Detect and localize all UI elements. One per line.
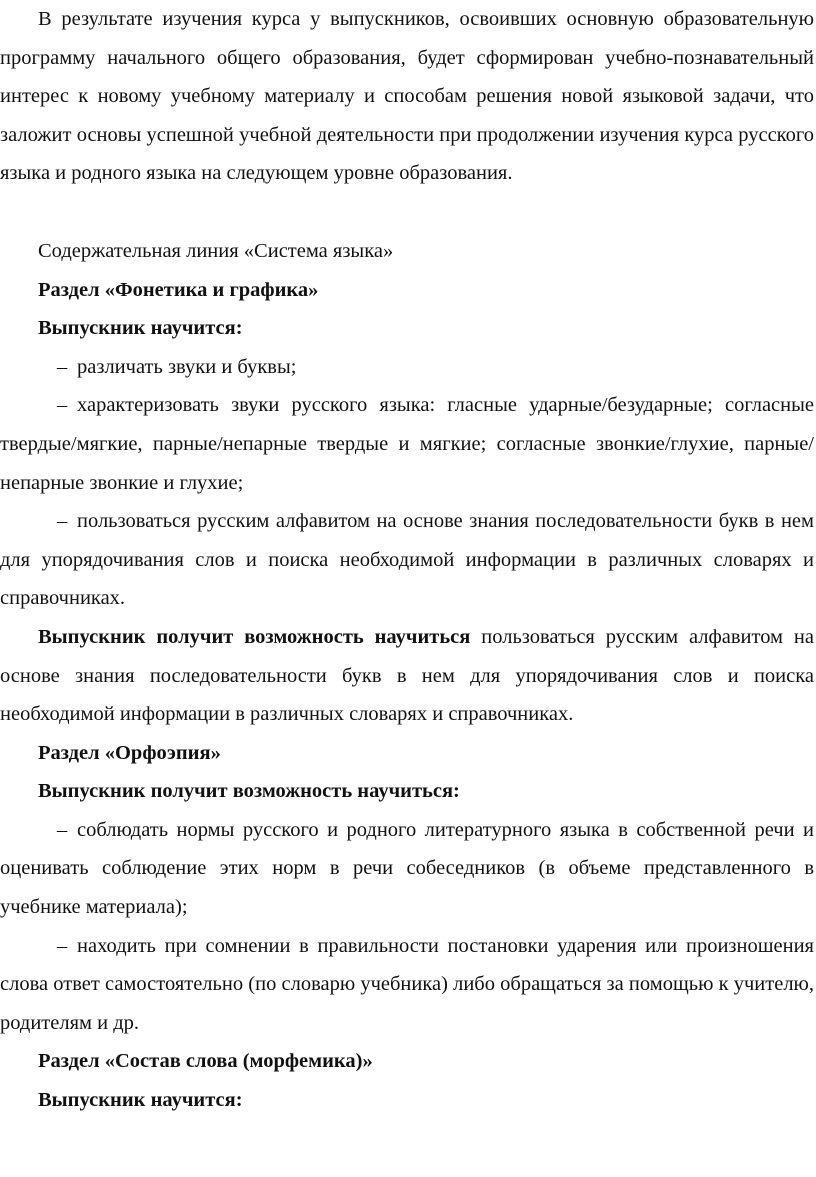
bullet-dash: – <box>57 510 68 533</box>
phonetics-list-item <box>0 386 814 502</box>
orthoepy-opportunity-label: Выпускник получит возможность научиться: <box>38 780 460 803</box>
bullet-dash: – <box>57 934 68 957</box>
phonetics-opportunity-label: Выпускник получит возможность научиться <box>38 625 471 648</box>
section-morphemics-title: Раздел «Состав слова (морфемика)» <box>38 1050 373 1073</box>
phonetics-item-2-text: характеризовать звуки русского языка: гласные ударные/безударные; согласные твердые/мягкие, парные/непарные твердые и мягкие; согласные звонкие/глухие, парные/непарные звонкие и глухие; <box>0 394 814 494</box>
phonetics-list-item <box>0 502 814 618</box>
orthoepy-list-item <box>0 927 814 1043</box>
phonetics-will-learn-label: Выпускник научится: <box>38 317 243 340</box>
phonetics-item-3-text: пользоваться русским алфавитом на основе знания последовательности букв в нем для упорядочивания слов и поиска необходимой информации в различных словарях и справочниках. <box>0 510 814 610</box>
phonetics-item-1-text: различать звуки и буквы; <box>77 355 297 378</box>
bullet-dash: – <box>57 355 68 378</box>
phonetics-opportunity-paragraph <box>0 618 814 734</box>
orthoepy-item-2-text: находить при сомнении в правильности постановки ударения или произношения слова ответ самостоятельно (по словарю учебника) либо обращаться за помощью к учителю, родителям и др. <box>0 934 814 1034</box>
phonetics-opportunity-text: пользоваться русским алфавитом на основе знания последовательности букв в нем для упорядочивания слов и поиска необходимой информации в различных словарях и справочниках. <box>0 625 814 726</box>
morphemics-will-learn-label: Выпускник научится: <box>38 1089 243 1112</box>
section-orthoepy-title: Раздел «Орфоэпия» <box>38 741 221 764</box>
orthoepy-list-item <box>0 811 814 927</box>
intro-paragraph: В результате изучения курса у выпускников, освоивших основную образовательную программу начального общего образования, будет сформирован учебно-познавательный интерес к новому учебному материалу и способам решения новой языковой задачи, что заложит основы успешной учебной деятельности при продолжении изучения курса русского языка и родного языка на следующем уровне образования. <box>0 8 814 185</box>
bullet-dash: – <box>57 394 68 417</box>
bullet-dash: – <box>57 818 68 841</box>
orthoepy-item-1-text: соблюдать нормы русского и родного литературного языка в собственной речи и оценивать соблюдение этих норм в речи собеседников (в объеме представленного в учебнике материала); <box>0 818 814 919</box>
phonetics-list-item <box>0 348 814 387</box>
section-phonetics-title: Раздел «Фонетика и графика» <box>38 278 319 301</box>
content-line-heading: Содержательная линия «Система языка» <box>38 239 394 262</box>
